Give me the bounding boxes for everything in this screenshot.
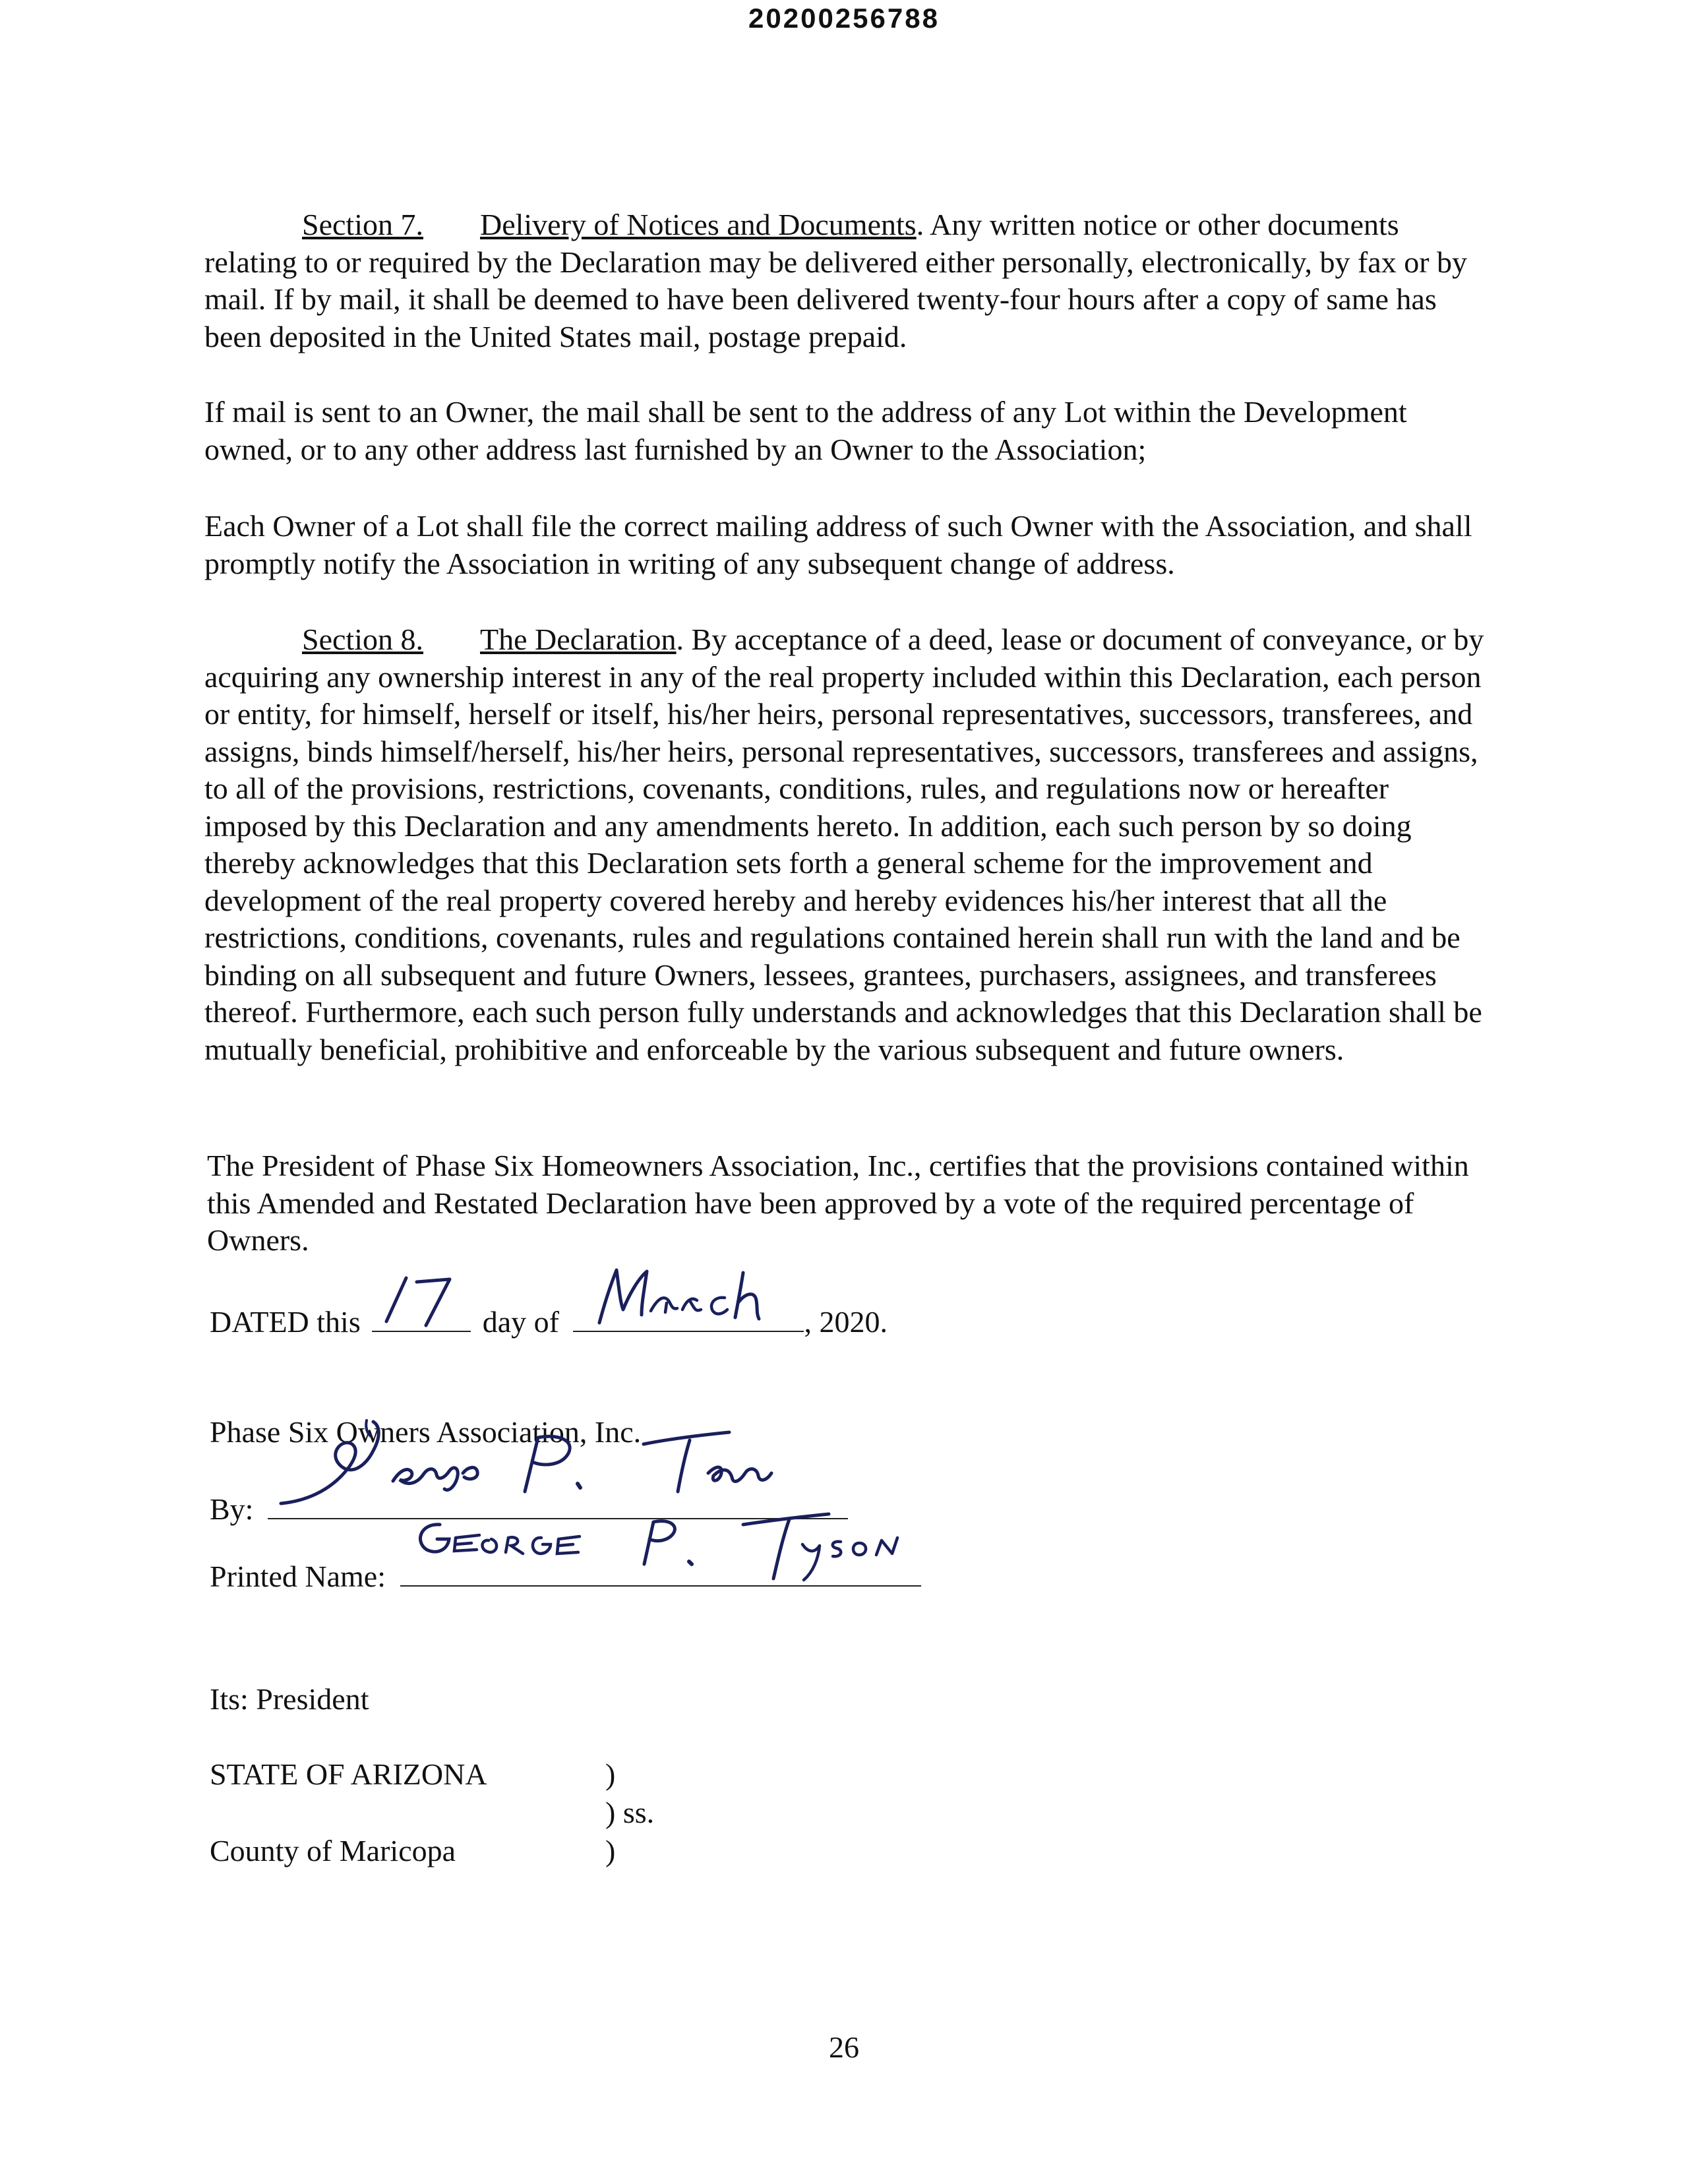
recording-number: 20200256788 [748,3,940,34]
certification-paragraph: The President of Phase Six Homeowners Association, Inc., certifies that the provisions contained within this Amended and Restated Declaration have been approved by a vote of the required percentage of Owners. [207,1149,1469,1257]
venue-county: County of Maricopa [210,1834,456,1867]
section-8-number: Section 8. [302,622,423,656]
dated-suffix: , 2020. [804,1305,888,1339]
printed-name-line [210,1556,921,1594]
dated-line [210,1302,888,1339]
section-8-paragraph [204,621,1490,1068]
section-7-number: Section 7. [302,208,423,241]
by-label: By: [210,1492,254,1526]
day-handwriting [372,1270,471,1329]
printed-name-field [400,1556,921,1587]
venue-paren-top: ) [605,1757,616,1791]
printed-name-label: Printed Name: [210,1560,386,1593]
section-7-title: Delivery of Notices and Documents [479,208,917,241]
venue-state: STATE OF ARIZONA [210,1757,487,1791]
venue-paren-bottom: ) [605,1834,616,1867]
month-field [573,1302,804,1332]
page-number: 26 [829,2030,859,2064]
day-field [372,1302,471,1332]
venue-ss: ) ss. [605,1796,655,1829]
printed-name-handwriting [400,1498,921,1584]
month-handwriting [573,1263,804,1329]
dated-prefix: DATED this [210,1305,361,1339]
entity-name: Phase Six Owners Association, Inc. [210,1415,642,1449]
mail-paragraph: If mail is sent to an Owner, the mail shall be sent to the address of any Lot within the Development owned, or to any other address last furnished by an Owner to the Association; [204,395,1407,466]
its-title: Its: President [210,1682,369,1716]
dated-middle: day of [482,1305,559,1339]
section-8-body: . By acceptance of a deed, lease or document of conveyance, or by acquiring any ownership interest in any of the real property included within this Declaration, each person or entity, for himself, herself or itself, his/her heirs, personal representatives, successors, transferees, and assigns, binds himself/herself, his/her heirs, personal representatives, successors, transferees and assigns, to all of the provisions, restrictions, covenants, conditions, rules, and regulations now or hereafter imposed by this Declaration and any amendments hereto. In addition, each such person by so doing thereby acknowledges that this Declaration sets forth a general scheme for the improvement and development of the real property covered hereby and hereby evidences his/her interest that all the restrictions, conditions, covenants, rules and regulations contained herein shall run with the land and be binding on all subsequent and future Owners, lessees, grantees, purchasers, assignees, and transferees thereof. Furthermore, each such person fully understands and acknowledges that this Declaration shall be mutually beneficial, prohibitive and enforceable by the various subsequent and future owners. [204,622,1484,1066]
section-7-body: . Any written notice or other documents relating to or required by the Declaration may be delivered either personally, electronically, by fax or by mail. If by mail, it shall be deemed to have been delivered twenty-four hours after a copy of same has been deposited in the United States mail, postage prepaid. [204,208,1468,353]
section-7-paragraph [204,206,1490,355]
section-8-title: The Declaration [479,622,677,656]
owner-address-paragraph: Each Owner of a Lot shall file the correct mailing address of such Owner with the Association, and shall promptly notify the Association in writing of any subsequent change of address. [204,509,1472,580]
